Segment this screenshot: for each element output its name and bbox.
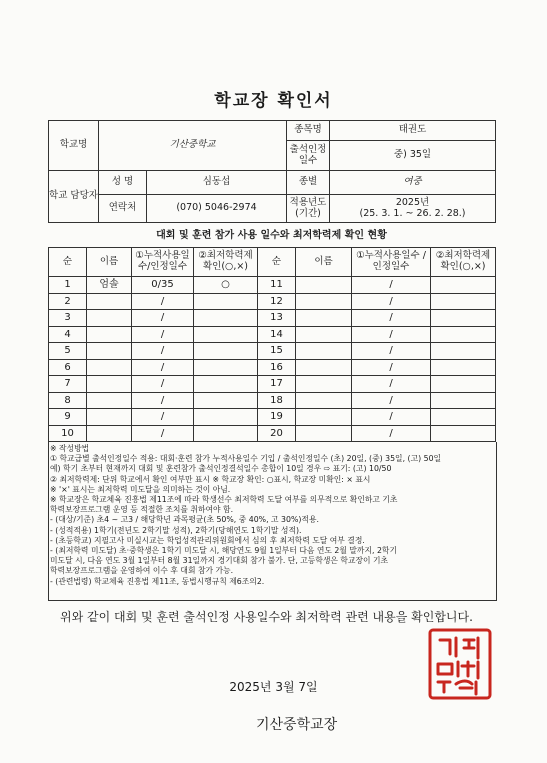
note-line: 학력보장프로그램 운영 등 적절한 조치를 취하여야 함. [50,505,234,515]
category-label: 종별 [287,171,330,195]
school-label: 학교명 [49,121,99,171]
contact-value: (070) 5046-2974 [147,195,287,223]
table-row [49,310,496,327]
table-row [49,326,496,343]
note-line: 예) 학기 초부터 현재까지 대회 및 훈련참가 출석인정결석일수 총합이 10일 경우 ⇨ 표기: (고) 10/50 [50,464,392,474]
row-name [87,343,132,360]
row-min-right [431,359,496,376]
row-days: / [132,409,194,426]
table-row [49,359,496,376]
row-min [194,376,258,393]
signer-name: 기산중학교장 [256,717,338,733]
row-no-right: 16 [258,359,296,376]
table-row [49,376,496,393]
row-no: 6 [49,359,87,376]
note-line: ※ '×' 표시는 최저학력 미도달을 의미하는 것이 아님. [50,484,231,494]
row-no: 7 [49,376,87,393]
sport-value: 태권도 [330,121,496,141]
row-no-right: 12 [258,293,296,310]
grid-header-row [49,248,496,277]
row-days: / [132,310,194,327]
row-min: ○ [194,277,258,294]
header-days-right: ①누적사용일수 /인정일수 [352,248,431,277]
note-line: ※ 학교장은 학교체육 진흥법 제11조에 따라 학생선수 최저학력 도달 여부를 의무적으로 확인하고 기초 [50,495,398,505]
note-line: - (최저학력 미도달) 초·중학생은 1학기 미도달 시, 해당연도 9월 1일부터 다음 연도 2월 말까지, 2학기 [50,546,397,556]
row-days: / [132,359,194,376]
apply-period-value: (25. 3. 1. ~ 26. 2. 28.) [359,207,466,219]
row-min [194,326,258,343]
row-name [87,293,132,310]
row-no-right: 11 [258,277,296,294]
row-days: / [132,293,194,310]
note-line: - (관련법령) 학교체육 진흥법 제11조, 동법시행규칙 제6조의2. [50,576,265,586]
row-days-right: / [352,326,431,343]
row-no: 3 [49,310,87,327]
note-line: 미도달 시, 다음 연도 3월 1일부터 8월 31일까지 경기대회 참가 불가. 단, 고등학생은 학교장이 기초 [50,556,389,566]
row-min-right [431,326,496,343]
row-days-right: / [352,277,431,294]
note-line: - (성적적용) 1학기(전년도 2학기말 성적), 2학기(당해연도 1학기말 성적). [50,525,302,535]
row-min-right [431,343,496,360]
table-row [49,392,496,409]
row-days: / [132,376,194,393]
header-name: 이름 [87,248,132,277]
note-line: ※ 작성방법 [50,444,90,453]
row-days: / [132,343,194,360]
header-min-right: ②최저학력제 확인(○,×) [431,248,496,277]
apply-year-value: 2025년 [395,196,430,208]
row-min-right [431,376,496,393]
row-days-right: / [352,343,431,360]
header-days: ①누적사용일 수/인정일수 [132,248,194,277]
row-min [194,425,258,442]
attendance-label: 출석인정 일수 [287,141,330,171]
row-min-right [431,392,496,409]
name-label: 성 명 [99,171,147,195]
table-row [49,409,496,426]
row-name-right [296,376,352,393]
row-min [194,343,258,360]
row-no-right: 18 [258,392,296,409]
row-no: 5 [49,343,87,360]
section-title: 대회 및 훈련 참가 사용 일수와 최저학력제 확인 현황 [156,230,387,241]
header-name-right: 이름 [296,248,352,277]
issue-date: 2025년 3월 7일 [229,680,318,694]
row-no-right: 20 [258,425,296,442]
note-line: ② 최저학력제: 단위 학교에서 확인 여부만 표시 ※ 학교장 확인: ○표시, 학교장 미확인: × 표시 [50,474,371,484]
row-days: / [132,392,194,409]
row-name-right [296,392,352,409]
row-no: 1 [49,277,87,294]
row-no: 4 [49,326,87,343]
row-name-right [296,359,352,376]
confirm-text: 위와 같이 대회 및 훈련 출석인정 사용일수와 최저학력 관련 내용을 확인합니다. [60,610,473,624]
header-no-right: 순 [258,248,296,277]
name-value: 심동섭 [147,171,287,195]
row-days-right: / [352,392,431,409]
row-name [87,392,132,409]
row-days: / [132,326,194,343]
school-seal-stamp [426,626,494,702]
row-days-right: / [352,359,431,376]
row-name-right [296,343,352,360]
row-no-right: 14 [258,326,296,343]
row-name [87,409,132,426]
row-no-right: 15 [258,343,296,360]
header-no: 순 [49,248,87,277]
note-line: ① 학교급별 출석인정일수 적용: 대회·훈련 참가 누적사용일수 기입 / 출석인정일수 (초) 20일, (중) 35일, (고) 50일 [50,454,442,464]
attendance-value: 중) 35일 [330,141,496,171]
row-days-right: / [352,425,431,442]
apply-year-label: 적용년도 (기간) [287,195,330,223]
table-row [49,425,496,442]
row-name [87,376,132,393]
row-no: 9 [49,409,87,426]
row-no: 8 [49,392,87,409]
row-name [87,326,132,343]
row-name [87,359,132,376]
row-min-right [431,277,496,294]
row-no-right: 17 [258,376,296,393]
row-name-right [296,326,352,343]
row-name-right [296,409,352,426]
row-no: 10 [49,425,87,442]
row-name-right [296,293,352,310]
header-min: ②최저학력제 확인(○,×) [194,248,258,277]
sport-label: 종목명 [287,121,330,141]
row-days: 0/35 [132,277,194,294]
note-line: - (대상/기준) 초4 ~ 고3 / 해당학년 과목평균(초 50%, 중 40%, 고 30%)적용. [50,515,319,525]
notes-section [50,444,500,587]
row-min [194,310,258,327]
row-min [194,293,258,310]
row-min-right [431,293,496,310]
manager-label: 학교 담당자 [49,171,99,223]
row-name-right [296,425,352,442]
school-info-table [48,120,496,223]
table-row [49,343,496,360]
row-min [194,392,258,409]
row-days-right: / [352,293,431,310]
table-row [49,293,496,310]
category-value: 여중 [330,171,496,195]
row-min [194,409,258,426]
apply-year-cell [330,195,496,223]
row-days: / [132,425,194,442]
document-title: 학교장 확인서 [214,91,333,111]
row-name: 엄솔 [87,277,132,294]
row-name [87,310,132,327]
note-line: - (초등학교) 지필고사 미실시교는 학업성적관리위원회에서 심의 후 최저학력 도달 여부 결정. [50,535,365,545]
row-name [87,425,132,442]
school-name: 기산중학교 [99,121,287,171]
row-days-right: / [352,376,431,393]
contact-label: 연락처 [99,195,147,223]
row-days-right: / [352,409,431,426]
row-min [194,359,258,376]
note-line: 학력보장프로그램을 운영하여 이수 후 대회 참가 가능. [50,566,234,576]
row-min-right [431,310,496,327]
table-row [49,277,496,294]
row-no-right: 19 [258,409,296,426]
row-name-right [296,277,352,294]
row-days-right: / [352,310,431,327]
row-no: 2 [49,293,87,310]
row-min-right [431,409,496,426]
row-min-right [431,425,496,442]
status-grid [48,247,496,442]
row-no-right: 13 [258,310,296,327]
row-name-right [296,310,352,327]
